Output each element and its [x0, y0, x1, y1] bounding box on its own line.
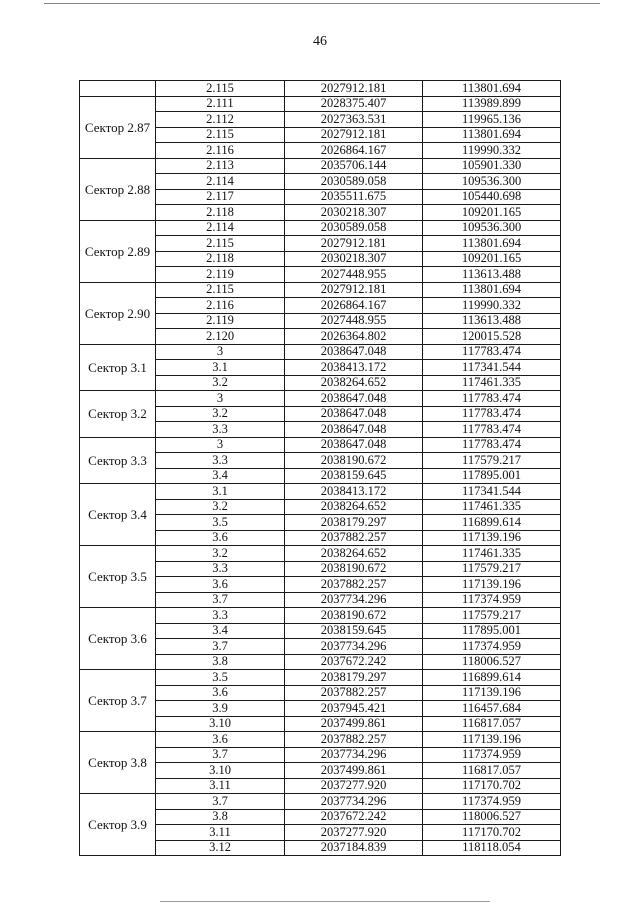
table-row	[80, 546, 561, 562]
y-coordinate-cell: 117374.959	[423, 794, 561, 810]
y-coordinate-cell: 116817.057	[423, 763, 561, 779]
y-coordinate-cell: 118006.527	[423, 654, 561, 670]
y-coordinate-cell: 117579.217	[423, 453, 561, 469]
point-number-cell: 3.9	[156, 701, 285, 717]
x-coordinate-cell: 2037734.296	[285, 639, 423, 655]
point-number-cell: 3.7	[156, 794, 285, 810]
x-coordinate-cell: 2027448.955	[285, 267, 423, 283]
x-coordinate-cell: 2037184.839	[285, 840, 423, 856]
sector-cell: Сектор 3.3	[80, 437, 156, 484]
x-coordinate-cell: 2038159.645	[285, 468, 423, 484]
point-number-cell: 2.111	[156, 96, 285, 112]
table-row	[80, 732, 561, 748]
point-number-cell: 2.115	[156, 81, 285, 97]
point-number-cell: 2.114	[156, 174, 285, 190]
point-number-cell: 2.120	[156, 329, 285, 345]
point-number-cell: 2.115	[156, 282, 285, 298]
x-coordinate-cell: 2037499.861	[285, 716, 423, 732]
x-coordinate-cell: 2037277.920	[285, 778, 423, 794]
y-coordinate-cell: 113801.694	[423, 127, 561, 143]
x-coordinate-cell: 2038647.048	[285, 406, 423, 422]
y-coordinate-cell: 117374.959	[423, 592, 561, 608]
y-coordinate-cell: 113613.488	[423, 313, 561, 329]
point-number-cell: 3.3	[156, 422, 285, 438]
x-coordinate-cell: 2027363.531	[285, 112, 423, 128]
x-coordinate-cell: 2027912.181	[285, 81, 423, 97]
x-coordinate-cell: 2038413.172	[285, 360, 423, 376]
x-coordinate-cell: 2030589.058	[285, 174, 423, 190]
point-number-cell: 2.115	[156, 236, 285, 252]
x-coordinate-cell: 2037734.296	[285, 794, 423, 810]
y-coordinate-cell: 119990.332	[423, 143, 561, 159]
point-number-cell: 2.119	[156, 267, 285, 283]
sector-cell: Сектор 3.8	[80, 732, 156, 794]
x-coordinate-cell: 2037672.242	[285, 654, 423, 670]
table-row	[80, 794, 561, 810]
point-number-cell: 3.10	[156, 716, 285, 732]
x-coordinate-cell: 2038264.652	[285, 546, 423, 562]
point-number-cell: 3.4	[156, 468, 285, 484]
y-coordinate-cell: 109536.300	[423, 174, 561, 190]
x-coordinate-cell: 2038179.297	[285, 670, 423, 686]
x-coordinate-cell: 2038413.172	[285, 484, 423, 500]
x-coordinate-cell: 2027912.181	[285, 282, 423, 298]
y-coordinate-cell: 117341.544	[423, 484, 561, 500]
point-number-cell: 2.112	[156, 112, 285, 128]
x-coordinate-cell: 2038647.048	[285, 391, 423, 407]
table-row	[80, 344, 561, 360]
y-coordinate-cell: 116817.057	[423, 716, 561, 732]
y-coordinate-cell: 117341.544	[423, 360, 561, 376]
y-coordinate-cell: 119990.332	[423, 298, 561, 314]
y-coordinate-cell: 109201.165	[423, 205, 561, 221]
x-coordinate-cell: 2038647.048	[285, 437, 423, 453]
y-coordinate-cell: 117461.335	[423, 375, 561, 391]
point-number-cell: 2.115	[156, 127, 285, 143]
point-number-cell: 3	[156, 437, 285, 453]
point-number-cell: 3.6	[156, 732, 285, 748]
x-coordinate-cell: 2037734.296	[285, 747, 423, 763]
x-coordinate-cell: 2027448.955	[285, 313, 423, 329]
y-coordinate-cell: 116457.684	[423, 701, 561, 717]
point-number-cell: 3.11	[156, 825, 285, 841]
x-coordinate-cell: 2030218.307	[285, 251, 423, 267]
point-number-cell: 3.5	[156, 670, 285, 686]
point-number-cell: 3	[156, 344, 285, 360]
x-coordinate-cell: 2037672.242	[285, 809, 423, 825]
scan-edge-line-bottom	[160, 901, 490, 902]
y-coordinate-cell: 118118.054	[423, 840, 561, 856]
y-coordinate-cell: 109536.300	[423, 220, 561, 236]
x-coordinate-cell: 2028375.407	[285, 96, 423, 112]
x-coordinate-cell: 2038159.645	[285, 623, 423, 639]
point-number-cell: 3.6	[156, 577, 285, 593]
x-coordinate-cell: 2037882.257	[285, 732, 423, 748]
point-number-cell: 2.118	[156, 205, 285, 221]
point-number-cell: 2.116	[156, 143, 285, 159]
x-coordinate-cell: 2035511.675	[285, 189, 423, 205]
y-coordinate-cell: 113801.694	[423, 236, 561, 252]
y-coordinate-cell: 113801.694	[423, 81, 561, 97]
table-row	[80, 391, 561, 407]
page-number: 46	[313, 34, 327, 49]
y-coordinate-cell: 117139.196	[423, 732, 561, 748]
table-row	[80, 484, 561, 500]
point-number-cell: 3.7	[156, 592, 285, 608]
y-coordinate-cell: 117461.335	[423, 546, 561, 562]
x-coordinate-cell: 2038647.048	[285, 422, 423, 438]
point-number-cell: 2.114	[156, 220, 285, 236]
point-number-cell: 2.119	[156, 313, 285, 329]
x-coordinate-cell: 2038190.672	[285, 561, 423, 577]
coordinates-table	[79, 80, 561, 856]
x-coordinate-cell: 2026364.802	[285, 329, 423, 345]
sector-cell: Сектор 3.6	[80, 608, 156, 670]
y-coordinate-cell: 117895.001	[423, 623, 561, 639]
table-row	[80, 437, 561, 453]
y-coordinate-cell: 117783.474	[423, 406, 561, 422]
point-number-cell: 3.8	[156, 654, 285, 670]
point-number-cell: 3.6	[156, 530, 285, 546]
y-coordinate-cell: 117139.196	[423, 577, 561, 593]
table-body	[80, 81, 561, 856]
point-number-cell: 3	[156, 391, 285, 407]
x-coordinate-cell: 2027912.181	[285, 236, 423, 252]
x-coordinate-cell: 2037499.861	[285, 763, 423, 779]
y-coordinate-cell: 117895.001	[423, 468, 561, 484]
x-coordinate-cell: 2038190.672	[285, 608, 423, 624]
point-number-cell: 3.5	[156, 515, 285, 531]
point-number-cell: 3.3	[156, 453, 285, 469]
table-row	[80, 670, 561, 686]
point-number-cell: 2.116	[156, 298, 285, 314]
table-row	[80, 96, 561, 112]
point-number-cell: 3.12	[156, 840, 285, 856]
x-coordinate-cell: 2026864.167	[285, 298, 423, 314]
y-coordinate-cell: 117783.474	[423, 344, 561, 360]
point-number-cell: 2.113	[156, 158, 285, 174]
y-coordinate-cell: 117170.702	[423, 825, 561, 841]
table-row	[80, 158, 561, 174]
x-coordinate-cell: 2037882.257	[285, 530, 423, 546]
scan-edge-line	[44, 3, 600, 4]
x-coordinate-cell: 2030218.307	[285, 205, 423, 221]
x-coordinate-cell: 2038264.652	[285, 499, 423, 515]
y-coordinate-cell: 116899.614	[423, 670, 561, 686]
y-coordinate-cell: 105440.698	[423, 189, 561, 205]
x-coordinate-cell: 2027912.181	[285, 127, 423, 143]
point-number-cell: 3.7	[156, 747, 285, 763]
x-coordinate-cell: 2038190.672	[285, 453, 423, 469]
sector-cell: Сектор 2.90	[80, 282, 156, 344]
table-row	[80, 81, 561, 97]
y-coordinate-cell: 105901.330	[423, 158, 561, 174]
sector-cell: Сектор 3.5	[80, 546, 156, 608]
sector-cell: Сектор 2.88	[80, 158, 156, 220]
y-coordinate-cell: 117139.196	[423, 530, 561, 546]
y-coordinate-cell: 117170.702	[423, 778, 561, 794]
x-coordinate-cell: 2038264.652	[285, 375, 423, 391]
sector-cell: Сектор 3.1	[80, 344, 156, 391]
y-coordinate-cell: 116899.614	[423, 515, 561, 531]
x-coordinate-cell: 2037882.257	[285, 577, 423, 593]
sector-cell: Сектор 3.7	[80, 670, 156, 732]
point-number-cell: 3.11	[156, 778, 285, 794]
table-row	[80, 220, 561, 236]
point-number-cell: 3.2	[156, 375, 285, 391]
x-coordinate-cell: 2037882.257	[285, 685, 423, 701]
y-coordinate-cell: 117461.335	[423, 499, 561, 515]
y-coordinate-cell: 117783.474	[423, 391, 561, 407]
y-coordinate-cell: 117139.196	[423, 685, 561, 701]
table-row	[80, 608, 561, 624]
y-coordinate-cell: 118006.527	[423, 809, 561, 825]
sector-cell: Сектор 3.2	[80, 391, 156, 438]
point-number-cell: 3.4	[156, 623, 285, 639]
x-coordinate-cell: 2037277.920	[285, 825, 423, 841]
y-coordinate-cell: 117783.474	[423, 422, 561, 438]
y-coordinate-cell: 117374.959	[423, 747, 561, 763]
point-number-cell: 2.117	[156, 189, 285, 205]
y-coordinate-cell: 113989.899	[423, 96, 561, 112]
y-coordinate-cell: 120015.528	[423, 329, 561, 345]
y-coordinate-cell: 117783.474	[423, 437, 561, 453]
point-number-cell: 3.2	[156, 499, 285, 515]
x-coordinate-cell: 2037945.421	[285, 701, 423, 717]
point-number-cell: 3.1	[156, 360, 285, 376]
sector-cell: Сектор 3.9	[80, 794, 156, 856]
point-number-cell: 3.3	[156, 561, 285, 577]
point-number-cell: 2.118	[156, 251, 285, 267]
point-number-cell: 3.1	[156, 484, 285, 500]
point-number-cell: 3.2	[156, 546, 285, 562]
sector-cell: Сектор 2.89	[80, 220, 156, 282]
x-coordinate-cell: 2038647.048	[285, 344, 423, 360]
y-coordinate-cell: 117374.959	[423, 639, 561, 655]
sector-cell: Сектор 2.87	[80, 96, 156, 158]
point-number-cell: 3.3	[156, 608, 285, 624]
point-number-cell: 3.10	[156, 763, 285, 779]
point-number-cell: 3.6	[156, 685, 285, 701]
point-number-cell: 3.2	[156, 406, 285, 422]
sector-cell: Сектор 3.4	[80, 484, 156, 546]
x-coordinate-cell: 2035706.144	[285, 158, 423, 174]
x-coordinate-cell: 2030589.058	[285, 220, 423, 236]
y-coordinate-cell: 117579.217	[423, 608, 561, 624]
y-coordinate-cell: 113801.694	[423, 282, 561, 298]
y-coordinate-cell: 119965.136	[423, 112, 561, 128]
y-coordinate-cell: 113613.488	[423, 267, 561, 283]
point-number-cell: 3.8	[156, 809, 285, 825]
point-number-cell: 3.7	[156, 639, 285, 655]
y-coordinate-cell: 109201.165	[423, 251, 561, 267]
sector-cell	[80, 81, 156, 97]
y-coordinate-cell: 117579.217	[423, 561, 561, 577]
x-coordinate-cell: 2037734.296	[285, 592, 423, 608]
x-coordinate-cell: 2026864.167	[285, 143, 423, 159]
table-row	[80, 282, 561, 298]
x-coordinate-cell: 2038179.297	[285, 515, 423, 531]
